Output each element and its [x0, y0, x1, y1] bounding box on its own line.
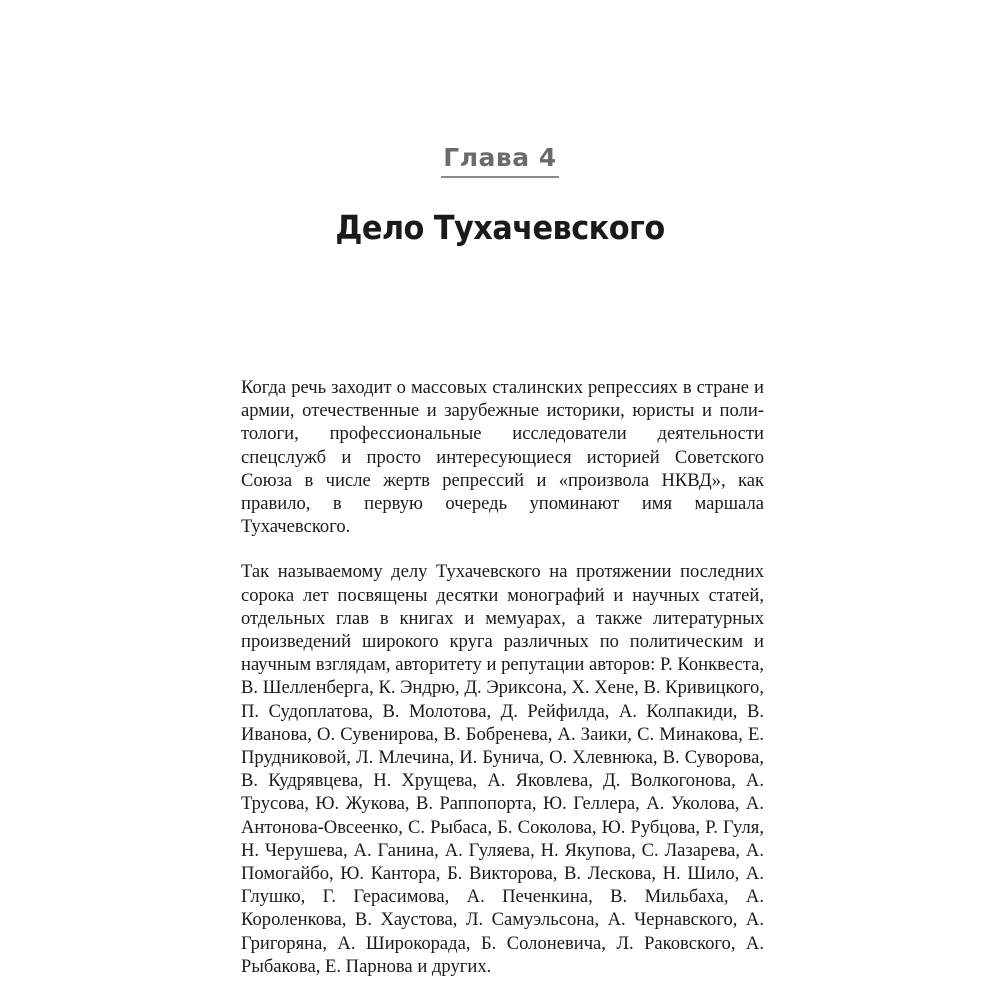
chapter-body — [241, 376, 764, 978]
paragraph-2: Так называемому делу Тухачевского на протяжении последних сорока лет посвящены десятки монографий и научных статей, отдельных глав в книгах и мемуарах, а также литературных произведений широкого круга различных по политическим и научным взглядам, авторитету и репутации авторов: Р. Конквеста, В. Шелленберга, К. Эндрю, Д. Эриксона, Х. Хене, В. Кривицкого, П. Судоплатова, В. Молотова, Д. Рейфилда, А. Колпакиди, В. Иванова, О. Сувенирова, В. Бобренева, А. Заики, С. Минакова, Е. Прудниковой, Л. Млечина, И. Бунича, О. Хлевнюка, В. Суворова, В. Кудрявцева, Н. Хрущева, А. Яковлева, Д. Волкогонова, А. Трусова, Ю. Жукова, В. Раппопорта, Ю. Геллера, А. Уколова, А. Антонова-Овсеенко, С. Рыбаса, Б. Соколова, Ю. Рубцова, Р. Гуля, Н. Черушева, А. Ганина, А. Гуляева, Н. Якупова, С. Лазарева, А. Помогайбо, Ю. Кантора, Б. Викторова, В. Лескова, Н. Шило, А. Глушко, Г. Герасимова, А. Печенкина, В. Мильбаха, А. Короленкова, В. Хаустова, Л. Самуэльсона, А. Чернавского, А. Григоряна, А. Широкорада, Б. Солоневича, Л. Раковского, А. Рыбакова, Е. Парнова и других. — [241, 561, 764, 977]
chapter-number-heading — [0, 143, 1000, 178]
chapter-number-text: Глава 4 — [441, 143, 558, 178]
chapter-title: Дело Тухачевского — [335, 208, 665, 247]
paragraph-1: Когда речь заходит о массовых сталинских репрессиях в стране и армии, отечественные и зарубежные историки, юристы и политологи, профессиональные исследователи деятельности спецслужб и просто интересующиеся историей Советского Союза в числе жертв репрессий и «произвола НКВД», как правило, в первую очередь упоминают имя маршала Тухачевского. — [241, 377, 764, 538]
